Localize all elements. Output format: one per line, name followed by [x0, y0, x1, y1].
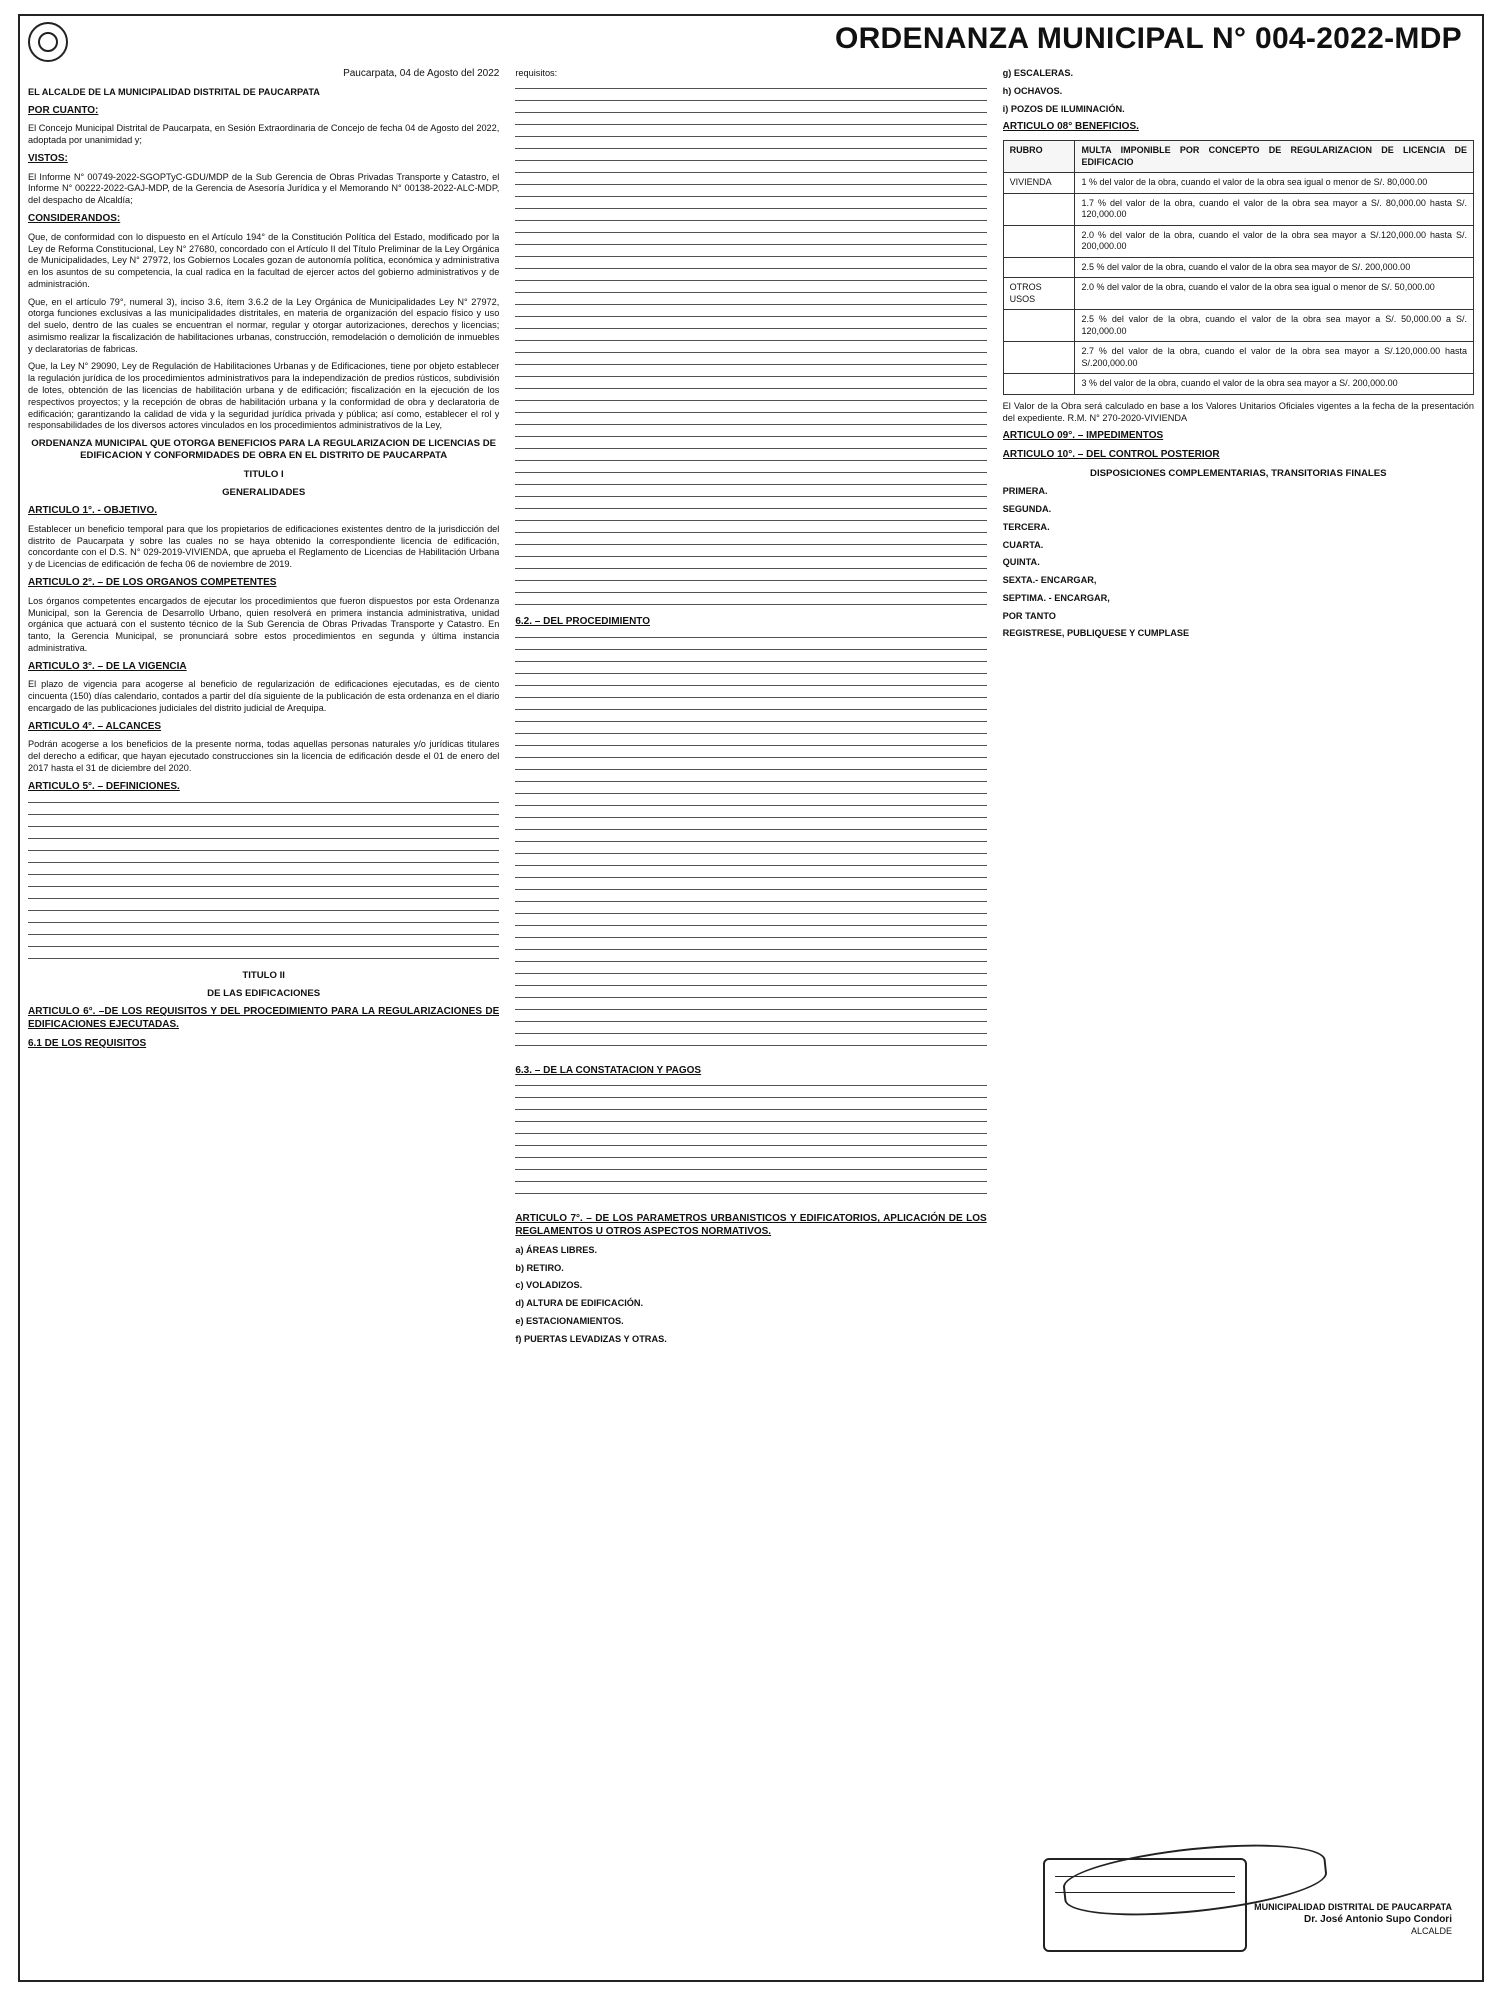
pozos-heading: i) POZOS DE ILUMINACIÓN. — [1002, 103, 1125, 114]
considerandos-paragraph-1: Que, de conformidad con lo dispuesto en el Artículo 194° de la Constitución Política del Estado, modificado por la Ley de Reforma Constitucional, Ley N° 27680, concordado con el Artículo II del Título Preliminar de la Ley Orgánica de Municipalidades, Ley N° 27972, los Gobiernos Locales gozan de autonomía política, económica y administrativa en los asuntos de su competencia, la cual radica en la facultad de ejercer actos del gobierno administrativos y de administración. — [28, 231, 500, 289]
table-cell-rubro — [1003, 193, 1075, 225]
table-header-multa: MULTA IMPONIBLE POR CONCEPTO DE REGULARIZACION DE LICENCIA DE EDIFICACIO — [1075, 141, 1474, 173]
requisitos-intro: requisitos: — [515, 68, 558, 78]
table-cell-multa: 3 % del valor de la obra, cuando el valor de la obra sea mayor a S/. 200,000.00 — [1075, 374, 1474, 395]
vistos-text: El Informe N° 00749-2022-SGOPTyC-GDU/MDP de la Sub Gerencia de Obras Privadas Transporte y Catastro, el Informe N° 00222-2022-GAJ-MDP, de la Gerencia de Asesoría Jurídica y el Memorando N° 00138-2022-ALC-MDP, del despacho de Alcaldía; — [28, 171, 500, 206]
de-las-edificaciones-heading: DE LAS EDIFICACIONES — [207, 987, 321, 999]
table-row — [1003, 374, 1473, 395]
article-2-heading: ARTICULO 2°. – DE LOS ORGANOS COMPETENTES — [28, 576, 277, 588]
table-cell-rubro: OTROS USOS — [1003, 278, 1075, 310]
column-1 — [28, 68, 499, 1972]
section-6-2-heading: 6.2. – DEL PROCEDIMIENTO — [515, 615, 650, 627]
estacionamientos-heading: e) ESTACIONAMIENTOS. — [515, 1316, 624, 1327]
document-header — [20, 16, 1482, 60]
table-row — [1003, 342, 1473, 374]
table-cell-multa: 2.0 % del valor de la obra, cuando el valor de la obra sea mayor a S/.120,000.00 hasta S/. 200,000.00 — [1075, 225, 1474, 257]
fines-table — [1003, 140, 1474, 395]
table-row — [1003, 173, 1473, 194]
article-4-heading: ARTICULO 4°. – ALCANCES — [28, 720, 162, 732]
section-6-3-heading: 6.3. – DE LA CONSTATACION Y PAGOS — [515, 1064, 702, 1076]
requirements-text-block — [515, 88, 986, 608]
alcalde-line — [28, 87, 499, 99]
primera-heading: PRIMERA. — [1002, 486, 1048, 497]
page-title: ORDENANZA MUNICIPAL N° 004-2022-MDP — [834, 22, 1462, 55]
considerandos-paragraph-3: Que, la Ley N° 29090, Ley de Regulación de Habilitaciones Urbanas y de Edificaciones, tiene por objeto establecer la regulación jurídica de los procedimientos administrativos para la independización de predios rústicos, subdivisión de lotes, obtención de las licencias de habilitación urbana y de edificación; fiscalización en la ejecución de los respectivos proyectos; y la recepción de obras de habilitación urbana y la conformidad de obra y declaratoria de edificación; garantizando la calidad de vida y la seguridad jurídica privada y pública; así como, establecer el rol y responsabilidades de los diversos actores vinculados en los procedimientos administrativos de la Ley, — [28, 361, 500, 431]
quinta-heading: QUINTA. — [1002, 557, 1040, 568]
areas-libres-heading: a) ÁREAS LIBRES. — [515, 1244, 598, 1255]
section-6-1-heading: 6.1 DE LOS REQUISITOS — [28, 1037, 147, 1049]
article-7-heading: ARTICULO 7°. – DE LOS PARAMETROS URBANISTICOS Y EDIFICATORIOS, APLICACIÓN DE LOS REGLAMENTOS U OTROS ASPECTOS NORMATIVOS. — [515, 1213, 987, 1238]
table-cell-rubro — [1003, 374, 1075, 395]
article-1-text: Establecer un beneficio temporal para que los propietarios de edificaciones existentes dentro de la jurisdicción del distrito de Paucarpata y sobre las cuales no se haya obtenido la correspondiente licencia de edificación, concordante con el D.S. N° 029-2019-VIVIENDA, que aprueba el Reglamento de Licencias de Habilitación Urbana y de Licencias de edificación de fecha 06 de noviembre de 2019. — [28, 523, 500, 570]
article-2-text: Los órganos competentes encargados de ejecutar los procedimientos que fueron dispuestos por esta Ordenanza Municipal, son la Gerencia de Desarrollo Urbano, quien resolverá en primera instancia administrativa, unidad orgánica que actuará con el sustento técnico de la Sub Gerencia de Obras Privadas Transporte y Catastro. En tanto, la Gerencia Municipal, se pronunciará sobre estos procedimientos en segunda y última instancia administrativa. — [28, 595, 500, 653]
registrese-line: REGISTRESE, PUBLIQUESE Y CUMPLASE — [1002, 628, 1190, 639]
ordenanza-heading: ORDENANZA MUNICIPAL QUE OTORGA BENEFICIOS PARA LA REGULARIZACION DE LICENCIAS DE EDIFICACION Y CONFORMIDADES DE OBRA EN EL DISTRITO DE PAUCARPATA — [31, 438, 497, 462]
table-header-row — [1003, 141, 1473, 173]
payments-text-block — [515, 1085, 986, 1205]
column-3 — [1003, 68, 1474, 1972]
alcalde-heading: EL ALCALDE DE LA MUNICIPALIDAD DISTRITAL DE PAUCARPATA — [28, 86, 320, 97]
titulo-1: TITULO I — [243, 468, 284, 480]
municipality-name: MUNICIPALIDAD DISTRITAL DE PAUCARPATA — [1254, 1902, 1452, 1913]
table-cell-multa: 2.5 % del valor de la obra, cuando el valor de la obra sea mayor de S/. 200,000.00 — [1075, 257, 1474, 278]
article-8-heading: ARTICULO 08° BENEFICIOS. — [1002, 121, 1139, 133]
por-tanto: POR TANTO — [1002, 610, 1056, 621]
article-9-heading: ARTICULO 09°. – IMPEDIMENTOS — [1002, 430, 1164, 442]
considerandos-paragraph-2: Que, en el artículo 79°, numeral 3), inciso 3.6, ítem 3.6.2 de la Ley Orgánica de Municipalidades Ley N° 27972, otorga funciones exclusivas a las municipalidades distritales, en materia de organización del espacio físico y uso del suelo, dentro de las cuales se encuentran el normar, regular y otorgar autorizaciones, derechos y licencias; asimismo realizar la fiscalización de habilitaciones urbanas, construcción, remodelación o demolición de inmuebles y declaratorias de fabricas. — [28, 296, 500, 354]
segunda-heading: SEGUNDA. — [1002, 503, 1052, 514]
table-row — [1003, 193, 1473, 225]
tercera-heading: TERCERA. — [1002, 521, 1050, 532]
article-10-heading: ARTICULO 10°. – DEL CONTROL POSTERIOR — [1002, 449, 1220, 461]
table-cell-multa: 2.0 % del valor de la obra, cuando el valor de la obra sea igual o menor de S/. 50,000.00 — [1075, 278, 1474, 310]
titulo-2: TITULO II — [242, 969, 285, 981]
mayor-signature-block — [1254, 1902, 1452, 1938]
table-cell-rubro: VIVIENDA — [1003, 173, 1075, 194]
article-5-heading: ARTICULO 5°. – DEFINICIONES. — [28, 780, 180, 792]
table-row — [1003, 278, 1473, 310]
puertas-heading: f) PUERTAS LEVADIZAS Y OTRAS. — [515, 1333, 667, 1344]
septima-heading: SEPTIMA. - ENCARGAR, — [1002, 592, 1110, 603]
table-header-rubro: RUBRO — [1003, 141, 1075, 173]
article-6-heading: ARTICULO 6°. –DE LOS REQUISITOS Y DEL PROCEDIMIENTO PARA LA REGULARIZACIONES DE EDIFICACIONES EJECUTADAS. — [28, 1006, 500, 1030]
table-cell-multa: 1 % del valor de la obra, cuando el valor de la obra sea igual o menor de S/. 80,000.00 — [1075, 173, 1474, 194]
document-page — [18, 14, 1484, 1982]
table-row — [1003, 310, 1473, 342]
table-cell-rubro — [1003, 310, 1075, 342]
considerandos-heading: CONSIDERANDOS: — [28, 212, 121, 224]
fines-table-body — [1003, 173, 1473, 395]
issue-date: Paucarpata, 04 de Agosto del 2022 — [343, 68, 500, 79]
definitions-text-block — [28, 802, 499, 962]
voladizos-heading: c) VOLADIZOS. — [515, 1280, 583, 1291]
procedure-text-block — [515, 637, 986, 1057]
disposiciones-heading: DISPOSICIONES COMPLEMENTARIAS, TRANSITORIAS FINALES — [1090, 467, 1387, 479]
generalidades-heading: GENERALIDADES — [222, 486, 306, 498]
retiro-heading: b) RETIRO. — [515, 1262, 564, 1273]
valor-obra-note: El Valor de la Obra será calculado en base a los Valores Unitarios Oficiales vigentes a la fecha de la presentación del expediente. R.M. N° 270-2020-VIVIENDA — [1002, 400, 1474, 423]
article-3-text: El plazo de vigencia para acogerse al beneficio de regularización de edificaciones ejecutadas, es de ciento cincuenta (150) días calendario, contados a partir del día siguiente de la publicación de esta ordenanza en el diario encargado de las publicaciones judiciales del distrito judicial de Arequipa. — [28, 679, 500, 713]
vistos-heading: VISTOS: — [28, 152, 68, 164]
table-cell-multa: 2.7 % del valor de la obra, cuando el valor de la obra sea mayor a S/.120,000.00 hasta S/.200,000.00 — [1075, 342, 1474, 374]
por-cuanto-heading: POR CUANTO: — [28, 104, 99, 116]
table-row — [1003, 225, 1473, 257]
article-3-heading: ARTICULO 3°. – DE LA VIGENCIA — [28, 660, 187, 672]
mayor-name: Dr. José Antonio Supo Condori — [1304, 1913, 1452, 1925]
mayor-title: ALCALDE — [1410, 1926, 1452, 1937]
cuarta-heading: CUARTA. — [1002, 539, 1044, 550]
table-cell-rubro — [1003, 225, 1075, 257]
table-cell-multa: 1.7 % del valor de la obra, cuando el valor de la obra sea mayor a S/. 80,000.00 hasta S/. 120,000.00 — [1075, 193, 1474, 225]
altura-heading: d) ALTURA DE EDIFICACIÓN. — [515, 1298, 644, 1309]
escaleras-heading: g) ESCALERAS. — [1002, 68, 1074, 78]
table-cell-multa: 2.5 % del valor de la obra, cuando el valor de la obra sea mayor a S/. 50,000.00 a S/. 120,000.00 — [1075, 310, 1474, 342]
table-cell-rubro — [1003, 342, 1075, 374]
sexta-heading: SEXTA.- ENCARGAR, — [1002, 575, 1097, 586]
por-cuanto-text: El Concejo Municipal Distrital de Paucarpata, en Sesión Extraordinaria de Concejo de fecha 04 de Agosto del 2022, adoptada por unanimidad y; — [28, 123, 500, 146]
ochavos-heading: h) OCHAVOS. — [1002, 85, 1063, 96]
table-cell-rubro — [1003, 257, 1075, 278]
article-1-heading: ARTICULO 1°. - OBJETIVO. — [28, 505, 158, 517]
municipal-seal-icon — [28, 22, 68, 62]
content-columns — [28, 68, 1474, 1972]
column-2 — [515, 68, 986, 1972]
article-4-text: Podrán acogerse a los beneficios de la presente norma, todas aquellas personas naturales y/o jurídicas titulares del derecho a edificar, que hayan ejecutado construcciones sin la licencia de edificación desde el 01 de enero del 2017 hasta el 31 de diciembre del 2020. — [28, 739, 500, 773]
signature-area — [1003, 1832, 1474, 1952]
table-row — [1003, 257, 1473, 278]
